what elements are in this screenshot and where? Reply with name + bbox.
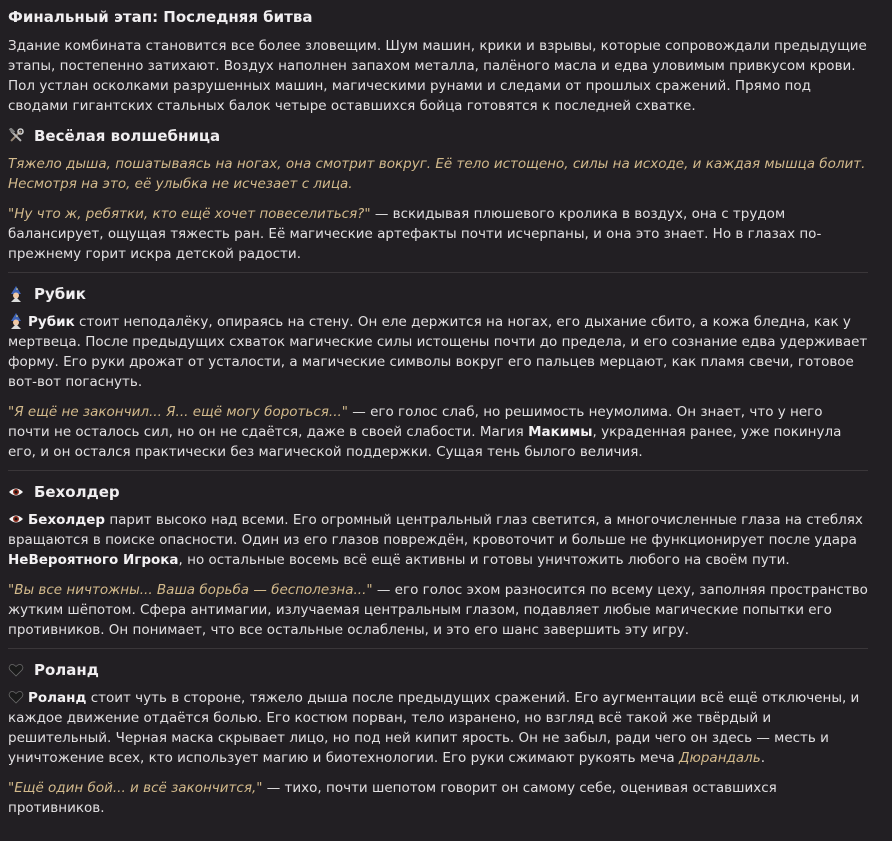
italic-description: Тяжело дыша, пошатываясь на ногах, она смотрит вокруг. Её тело истощено, силы на исходе, и каждая мышца болит. Несмотря на это, её улыбка не исчезает с лица. [8, 156, 866, 192]
section-title: Весёлая волшебница [34, 127, 221, 145]
section-title: Рубик [34, 285, 86, 303]
character-quote: "Ещё один бой... и всё закончится," [8, 780, 263, 796]
section-heading [8, 126, 868, 146]
description-text-end: . [760, 750, 766, 766]
wizard-icon [8, 313, 24, 329]
character-name: Роланд [28, 690, 87, 706]
character-name: Рубик [28, 314, 75, 330]
intro-paragraph: Здание комбината становится все более зловещим. Шум машин, крики и взрывы, которые сопровождали предыдущие этапы, постепенно затихают. Воздух наполнен запахом металла, палёного масла и едва уловимым привкусом крови. Пол устлан осколками разрушенных машин, магическими рунами и следами от прошлых сражений. Прямо под сводами гигантских стальных балок четыре оставшихся бойца готовятся к последней схватке. [8, 38, 867, 114]
divider [8, 470, 868, 471]
character-quote: "Ну что ж, ребятки, кто ещё хочет повеселиться?" [8, 206, 371, 222]
page-title: Финальный этап: Последняя битва [8, 8, 313, 26]
black-heart-icon [8, 662, 24, 678]
description-text: стоит чуть в стороне, тяжело дыша после предыдущих сражений. Его аугментации всё ещё отключены, и каждое движение отдаётся болью. Его костюм порван, тело изранено, но взгляд всё такой же твёрдый и решительный. Черная маска скрывает лицо, но под ней кипит ярость. Он не забыл, ради чего он здесь — месть и уничтожение всех, кто использует магию и биотехнологии. Его руки сжимают рукоять меча [8, 690, 860, 766]
quote-continuation: — вскидывая плюшевого кролика в воздух, она с трудом балансирует, ощущая тяжесть ран. Её магические артефакты почти исчерпаны, и она это знает. Но в глазах по-прежнему горит искра детской радости. [8, 206, 822, 262]
section-heading [8, 482, 868, 502]
quote-paragraph [8, 778, 868, 818]
bold-name: НеВероятного Игрока [8, 552, 179, 568]
section-roland [8, 660, 868, 818]
divider [8, 648, 868, 649]
quote-continuation: — его голос эхом разносится по всему цеху, заполняя пространство жутким шёпотом. Сфера антимагии, излучаемая центральным глазом, подавляет любые магические попытки его противников. Он понимает, что все остальные ослаблены, и это его шанс завершить эту игру. [8, 582, 868, 638]
section-title: Бехолдер [34, 483, 120, 501]
eye-icon [8, 511, 24, 527]
hammer-wrench-icon [8, 128, 24, 144]
bold-name: Макимы [528, 424, 593, 440]
eye-icon [8, 484, 24, 500]
description-paragraph [8, 688, 868, 768]
description-text: стоит неподалёку, опираясь на стену. Он еле держится на ногах, его дыхание сбито, а кожа бледна, как у мертвеца. После предыдущих схваток магические силы истощены почти до предела, и его сознание едва удерживает форму. Его руки дрожат от усталости, а магические символы вокруг его пальцев мерцают, как пламя свечи, готовое вот-вот погаснуть. [8, 314, 868, 390]
description-text-end: , но остальные восемь всё ещё активны и готовы уничтожить любого на своём пути. [178, 552, 790, 568]
description-paragraph [8, 510, 868, 570]
section-heading [8, 660, 868, 680]
section-wizard-girl [8, 126, 868, 264]
section-title: Роланд [34, 661, 99, 679]
character-quote: "Вы все ничтожны... Ваша борьба — бесполезна..." [8, 582, 373, 598]
character-name: Бехолдер [28, 512, 106, 528]
black-heart-icon [8, 689, 24, 705]
character-quote: "Я ещё не закончил... Я... ещё могу бороться..." [8, 404, 348, 420]
section-heading [8, 284, 868, 304]
description-paragraph [8, 312, 868, 392]
quote-paragraph [8, 402, 868, 462]
quote-paragraph [8, 580, 868, 640]
divider [8, 272, 868, 273]
quote-continuation: — его голос слаб, но решимость неумолима. Он знает, что у него почти не осталось сил, но он не сдаётся, даже в своей слабости. Магия [8, 404, 823, 440]
section-rubick [8, 284, 868, 462]
section-beholder [8, 482, 868, 640]
weapon-name: Дюрандаль [678, 750, 761, 766]
quote-continuation-end: , украденная ранее, уже покинула его, и он остался практически без магической поддержки. Сущая тень былого величия. [8, 424, 842, 460]
description-text: парит высоко над всеми. Его огромный центральный глаз светится, а многочисленные глаза на стеблях вращаются в поиске опасности. Один из его глазов повреждён, кровоточит и больше не функционирует после удара [8, 512, 863, 548]
quote-continuation: — тихо, почти шепотом говорит он самому себе, оценивая оставшихся противников. [8, 780, 777, 816]
wizard-icon [8, 286, 24, 302]
quote-paragraph [8, 204, 868, 264]
